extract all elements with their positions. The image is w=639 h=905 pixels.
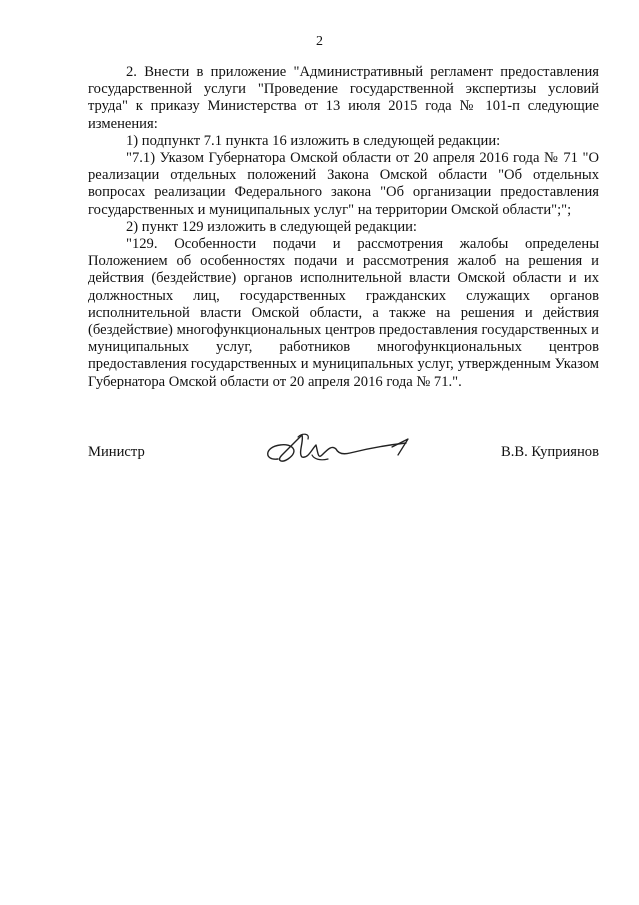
paragraph-subitem-1-text: "7.1) Указом Губернатора Омской области от 20 апреля 2016 года № 71 "О реализации отдельных положений Закона Омской области "Об отдельных вопросах реализации Федерального закона "Об организации предоставления государственных и муниципальных услуг" на территории Омской области";"; (88, 150, 599, 218)
signature-block (88, 425, 599, 475)
handwritten-signature-icon (258, 425, 418, 473)
paragraph-subitem-1: 1) подпункт 7.1 пункта 16 изложить в следующей редакции: (126, 132, 501, 149)
document-body (88, 64, 599, 391)
paragraph-amendment-intro: 2. Внести в приложение "Административный регламент предоставления государственной услуги "Проведение государственной экспертизы условий труда" к приказу Министерства от 13 июля 2015 года № 101-п следующие изменения: (88, 64, 599, 132)
page-number: 2 (316, 34, 323, 49)
signatory-title: Министр (88, 444, 145, 460)
paragraph-subitem-2-text: "129. Особенности подачи и рассмотрения жалобы определены Положением об особенностях подачи и рассмотрения жалоб на решения и действия (бездействие) органов исполнительной власти Омской области и их должностных лиц, государственных гражданских служащих органов исполнительной власти Омской области, а также на решения и действия (бездействие) многофункциональных центров предоставления государственных и муниципальных услуг, работников многофункциональных центров предоставления государственных и муниципальных услуг, утвержденным Указом Губернатора Омской области от 20 апреля 2016 года № 71.". (88, 236, 599, 390)
paragraph-subitem-2: 2) пункт 129 изложить в следующей редакции: (126, 218, 417, 235)
signatory-name: В.В. Куприянов (501, 444, 599, 460)
